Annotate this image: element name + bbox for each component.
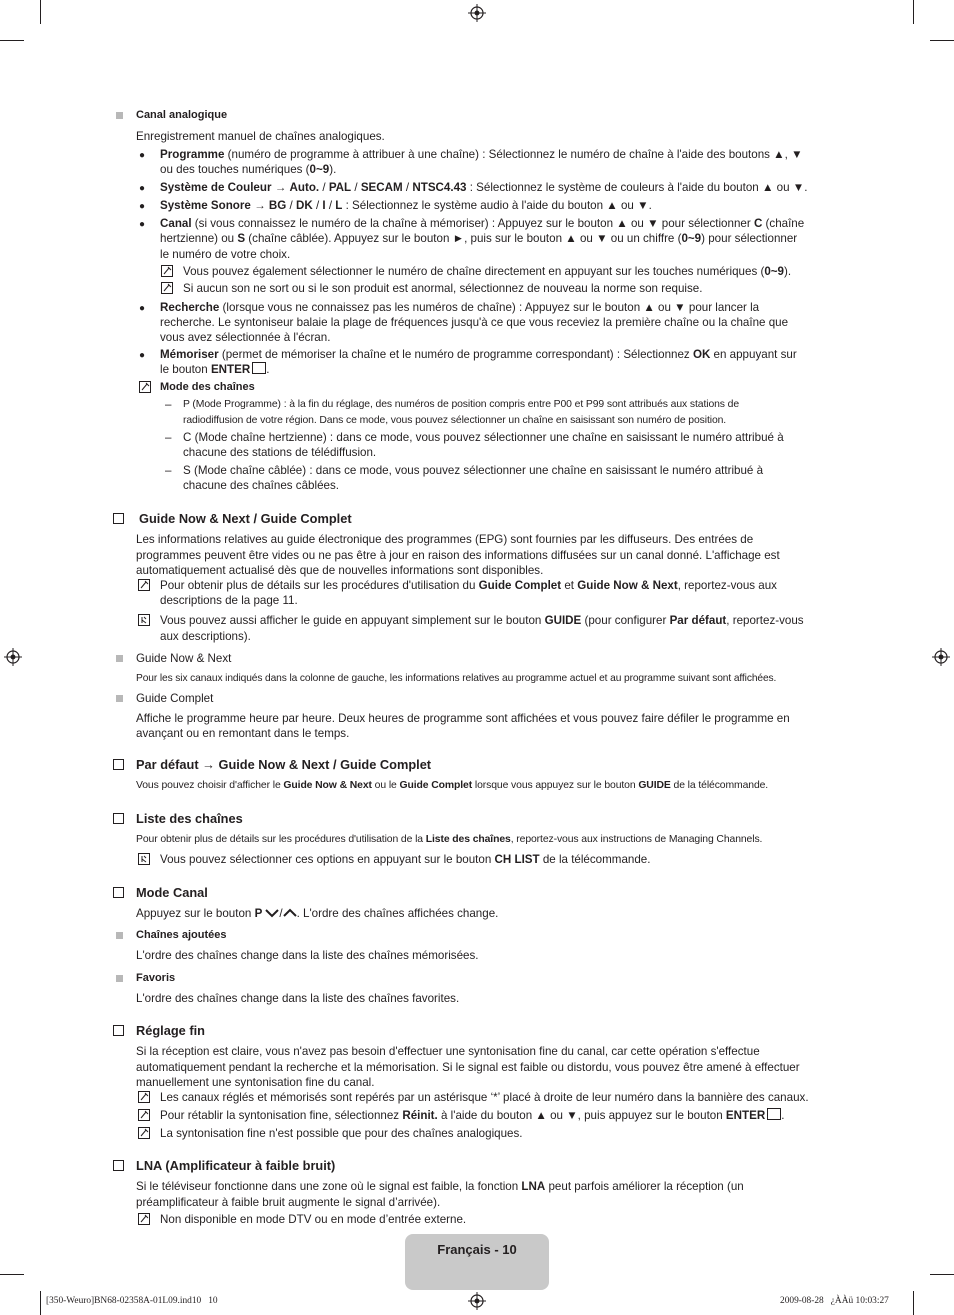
- mode-item-cont: chacune des chaînes câblées.: [183, 479, 339, 492]
- paragraph: Affiche le programme heure par heure. Deux heures de programme sont affichées et vous pouvez faire défiler le programme en: [136, 712, 790, 725]
- list-item: Système de Couleur → Auto. / PAL / SECAM / NTSC4.43 : Sélectionnez le système de couleurs à l'aide du bouton ▲ ou ▼.: [160, 181, 808, 194]
- chevron-up-icon: [283, 908, 297, 918]
- square-bullet-icon: [116, 655, 123, 662]
- note-text: Vous pouvez aussi afficher le guide en appuyant simplement sur le bouton GUIDE (pour configurer Par défaut, reportez-vous: [160, 614, 804, 627]
- paragraph: avançant ou en remontant dans le temps.: [136, 727, 350, 740]
- note-text: Les canaux réglés et mémorisés sont repérés par un astérisque ‘*’ placé à droite de leur numéro dans la bannière des canaux.: [160, 1091, 809, 1104]
- paragraph: préamplificateur à faible bruit augmente le signal d’arrivée).: [136, 1196, 441, 1209]
- list-item-cont: ou des touches numériques (0~9).: [160, 163, 337, 176]
- list-item: Système Sonore → BG / DK / I / L : Sélectionnez le système audio à l'aide du bouton ▲ ou ▼.: [160, 199, 652, 212]
- bullet-icon: ●: [139, 303, 146, 314]
- note-text: Pour obtenir plus de détails sur les procédures d'utilisation du Guide Complet et Guide Now & Next, reportez-vous aux: [160, 579, 777, 592]
- crop-mark: [913, 0, 914, 24]
- paragraph: Pour les six canaux indiqués dans la colonne de gauche, les informations relatives au programme actuel et au programme suivant sont affichées.: [136, 673, 777, 684]
- note-icon: [161, 265, 173, 277]
- note-text-cont: descriptions de la page 11.: [160, 594, 298, 607]
- crop-mark: [0, 40, 24, 41]
- list-item-cont: recherche. Le syntoniseur balaie la plage de fréquences jusqu'à ce que vous receviez la première chaîne ou la chaîne que: [160, 316, 789, 329]
- list-item-cont: hertzienne) ou S (chaîne câblée). Appuyez sur le bouton ►, puis sur le bouton ▲ ou ▼ ou un chiffre (0~9) pour sélectionner: [160, 232, 798, 245]
- mode-item: S (Mode chaîne câblée) : dans ce mode, vous pouvez sélectionner une chaîne en saisissant le numéro attribué à: [183, 464, 764, 477]
- note-icon: [139, 381, 151, 393]
- section-title: Par défaut → Guide Now & Next / Guide Complet: [136, 757, 432, 772]
- crop-mark: [40, 1291, 41, 1315]
- note-icon: [161, 282, 173, 294]
- enter-icon: [252, 362, 266, 374]
- subsection-title: Guide Complet: [136, 692, 214, 705]
- bullet-icon: ●: [139, 201, 146, 212]
- paragraph: Appuyez sur le bouton P / . L'ordre des chaînes affichées change.: [136, 907, 499, 920]
- note-text: La syntonisation fine n'est possible que pour des chaînes analogiques.: [160, 1127, 523, 1140]
- section-title: Liste des chaînes: [136, 811, 243, 826]
- paragraph: Si la réception est claire, vous n'avez pas besoin d'effectuer une syntonisation fine du canal, car cette opération s'effectue: [136, 1045, 760, 1058]
- checkbox-bullet-icon: [113, 887, 124, 898]
- paragraph: programmes peuvent être vides ou ne pas être à jour en raison des informations diffusées sur un canal donné. L'affichage est: [136, 549, 780, 562]
- timestamp: 2009-08-28 ¿ÀÀü 10:03:27: [780, 1296, 889, 1306]
- registration-mark-icon: [4, 648, 22, 666]
- dash-bullet: –: [165, 431, 172, 444]
- note-text: Non disponible en mode DTV ou en mode d’entrée externe.: [160, 1213, 467, 1226]
- note-text: Pour rétablir la syntonisation fine, sélectionnez Réinit. à l'aide du bouton ▲ ou ▼, puis appuyez sur le bouton ENTER .: [160, 1109, 785, 1122]
- subsection-title: Favoris: [136, 972, 176, 984]
- crop-mark: [0, 1274, 24, 1275]
- section-title: Réglage fin: [136, 1023, 205, 1038]
- enter-icon: [767, 1108, 781, 1120]
- mode-item-cont: chacune des stations de télédiffusion.: [183, 446, 377, 459]
- list-item-cont: vous avez sélectionnée à l'écran.: [160, 331, 331, 344]
- note-icon: [138, 1109, 150, 1121]
- crop-mark: [930, 40, 954, 41]
- paragraph: automatiquement actualisé dès que de nouvelles informations sont disponibles.: [136, 564, 544, 577]
- square-bullet-icon: [116, 112, 123, 119]
- registration-mark-icon: [932, 648, 950, 666]
- checkbox-bullet-icon: [113, 1160, 124, 1171]
- page-number: Français - 10: [437, 1242, 517, 1257]
- paragraph: L'ordre des chaînes change dans la liste des chaînes mémorisées.: [136, 949, 479, 962]
- dash-bullet: –: [165, 398, 172, 411]
- tip-icon: [138, 853, 150, 865]
- list-item: Recherche (lorsque vous ne connaissez pas les numéros de chaîne) : Appuyez sur le bouton ▲ ou ▼ pour lancer la: [160, 301, 760, 314]
- section-title: Guide Now & Next / Guide Complet: [139, 511, 352, 526]
- list-item: Mémoriser (permet de mémoriser la chaîne et le numéro de programme correspondant) : Sélectionnez OK en appuyant sur: [160, 348, 797, 361]
- bullet-icon: ●: [139, 350, 146, 361]
- note-icon: [138, 1127, 150, 1139]
- note-text: Vous pouvez également sélectionner le numéro de chaîne directement en appuyant sur les touches numériques (0~9).: [183, 265, 792, 278]
- paragraph: Enregistrement manuel de chaînes analogiques.: [136, 130, 385, 143]
- list-item-cont: le bouton ENTER .: [160, 363, 270, 376]
- checkbox-bullet-icon: [113, 1025, 124, 1036]
- note-text: Si aucun son ne sort ou si le son produit est anormal, sélectionnez de nouveau la norme son requise.: [183, 282, 703, 295]
- file-info: [350-Weuro]BN68-02358A-01L09.ind10 10: [46, 1296, 218, 1306]
- crop-mark: [40, 0, 41, 24]
- checkbox-bullet-icon: [113, 513, 124, 524]
- paragraph: Si le téléviseur fonctionne dans une zone où le signal est faible, la fonction LNA peut parfois améliorer la réception (un: [136, 1180, 744, 1193]
- mode-item: C (Mode chaîne hertzienne) : dans ce mode, vous pouvez sélectionner une chaîne en saisissant le numéro attribué à: [183, 431, 784, 444]
- list-item: Programme (numéro de programme à attribuer à une chaîne) : Sélectionnez le numéro de chaîne à l'aide des boutons ▲, ▼: [160, 148, 803, 161]
- paragraph: Pour obtenir plus de détails sur les procédures d'utilisation de la Liste des chaînes, reportez-vous aux instructions de Managing Channels.: [136, 834, 763, 845]
- section-title: Mode Canal: [136, 885, 208, 900]
- paragraph: automatiquement pendant la recherche et la mémorisation. Si le signal est faible ou distordu, vous pouvez être amené à effectuer: [136, 1061, 800, 1074]
- list-item: Canal (si vous connaissez le numéro de la chaîne à mémoriser) : Appuyez sur le bouton ▲ ou ▼ pour sélectionner C (chaîne: [160, 217, 805, 230]
- bullet-icon: ●: [139, 150, 146, 161]
- square-bullet-icon: [116, 975, 123, 982]
- list-item-cont: le numéro de votre choix.: [160, 248, 291, 261]
- crop-mark: [913, 1291, 914, 1315]
- square-bullet-icon: [116, 932, 123, 939]
- paragraph: L'ordre des chaînes change dans la liste des chaînes favorites.: [136, 992, 460, 1005]
- chevron-down-icon: [265, 908, 279, 918]
- dash-bullet: –: [165, 464, 172, 477]
- paragraph: Vous pouvez choisir d'afficher le Guide Now & Next ou le Guide Complet lorsque vous appuyez sur le bouton GUIDE de la télécommande.: [136, 780, 769, 791]
- note-title: Mode des chaînes: [160, 381, 255, 393]
- section-title: LNA (Amplificateur à faible bruit): [136, 1158, 336, 1173]
- paragraph: manuellement une syntonisation fine du canal.: [136, 1076, 375, 1089]
- note-icon: [138, 579, 150, 591]
- tip-icon: [138, 614, 150, 626]
- note-text: Vous pouvez sélectionner ces options en appuyant sur le bouton CH LIST de la télécommande.: [160, 853, 651, 866]
- subsection-title: Guide Now & Next: [136, 652, 232, 665]
- note-icon: [138, 1091, 150, 1103]
- checkbox-bullet-icon: [113, 813, 124, 824]
- square-bullet-icon: [116, 695, 123, 702]
- note-text-cont: aux descriptions).: [160, 630, 251, 643]
- subsection-title: Canal analogique: [136, 109, 228, 121]
- crop-mark: [930, 1274, 954, 1275]
- bullet-icon: ●: [139, 219, 146, 230]
- mode-item-cont: radiodiffusion de votre région. Dans ce mode, vous pouvez sélectionner un chaîne en saisissant son numéro de position.: [183, 415, 727, 426]
- registration-mark-icon: [468, 4, 486, 22]
- mode-item: P (Mode Programme) : à la fin du réglage, des numéros de position compris entre P00 et P99 sont attribués aux stations de: [183, 399, 740, 410]
- checkbox-bullet-icon: [113, 759, 124, 770]
- subsection-title: Chaînes ajoutées: [136, 929, 227, 941]
- bullet-icon: ●: [139, 183, 146, 194]
- note-icon: [138, 1213, 150, 1225]
- registration-mark-icon: [468, 1292, 486, 1310]
- paragraph: Les informations relatives au guide électronique des programmes (EPG) sont fournies par les diffuseurs. Des entrées de: [136, 533, 754, 546]
